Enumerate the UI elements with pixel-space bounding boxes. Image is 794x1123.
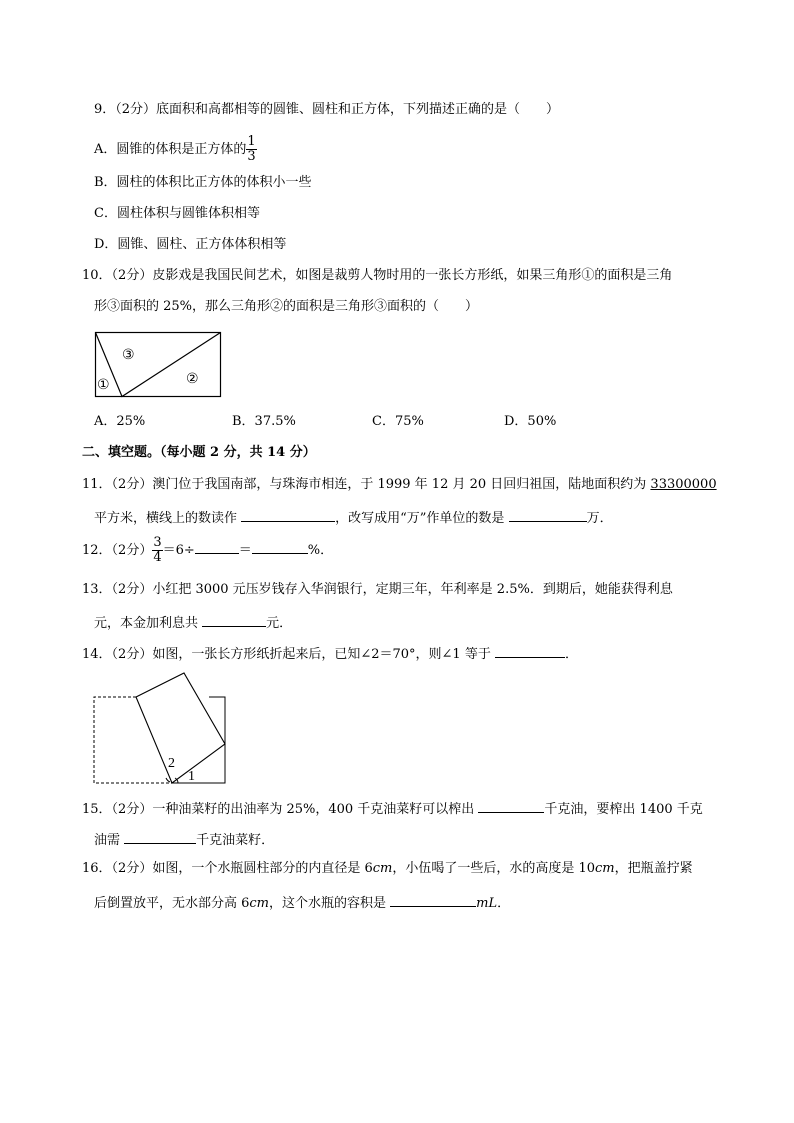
q12-text-mid: ＝6÷	[162, 543, 195, 558]
q11-answer-blank-1[interactable]	[241, 507, 335, 522]
q16-text-d: 后倒置放平，无水部分高 6	[94, 896, 250, 911]
q10-option-d: D．50%	[504, 414, 557, 429]
q14-angle-2-label: 2	[168, 756, 175, 771]
q10-option-b: B．37.5%	[232, 414, 296, 429]
q16-text-b: ，小伍喝了一些后，水的高度是 10	[392, 861, 596, 876]
q13-text-b: 元．	[266, 616, 293, 631]
q12-answer-blank-2[interactable]	[252, 539, 308, 554]
q11-underlined-number: 33300000	[650, 477, 717, 492]
q13-answer-blank[interactable]	[202, 612, 266, 627]
q10-option-a: A．25%	[94, 414, 146, 429]
q9-stem: 9．（2分）底面积和高都相等的圆锥、圆柱和正方体，下列描述正确的是（ ）	[94, 102, 560, 117]
q10-rectangle-figure	[94, 331, 224, 399]
q15-answer-blank-1[interactable]	[478, 798, 544, 813]
q11-text-a: 平方米，横线上的数读作	[94, 511, 242, 526]
q9-option-d: D．圆锥、圆柱、正方体体积相等	[94, 237, 287, 252]
q13-text-a: 元，本金加利息共	[94, 616, 203, 631]
q15-text-b: 千克油，要榨出 1400 千克	[544, 802, 703, 817]
q16-text-e: ，这个水瓶的容积是	[269, 896, 391, 911]
q14-angle-1-label: 1	[188, 769, 195, 784]
q16-unit-cm: cm	[249, 896, 270, 911]
q10-options	[94, 413, 556, 431]
q14-folded-paper-figure	[92, 670, 232, 786]
q10-option-c: C．75%	[372, 414, 424, 429]
q12-text-end: %．	[307, 543, 334, 558]
q9-option-a	[94, 135, 257, 165]
q11-text-b: ，改写成用“万”作单位的数是	[335, 511, 509, 526]
q11-line2	[94, 507, 613, 528]
q15-text-a: 15．（2分）一种油菜籽的出油率为 25%，400 千克油菜籽可以榨出	[82, 802, 479, 817]
q12-fraction	[152, 536, 162, 565]
q14-text-end: ．	[564, 647, 578, 662]
q16-text-a: 16．（2分）如图，一个水瓶圆柱部分的内直径是 6	[82, 861, 373, 876]
fraction-denominator: 4	[153, 550, 162, 565]
q15-line2	[94, 829, 274, 850]
q16-line1	[82, 860, 693, 878]
q14-line	[82, 643, 578, 664]
q11-answer-blank-2[interactable]	[509, 507, 587, 522]
q12-equals: ＝	[238, 543, 252, 558]
q12-line	[82, 536, 333, 566]
q14-answer-blank[interactable]	[495, 643, 565, 658]
q9-option-a-text: A．圆锥的体积是正方体的	[94, 142, 247, 157]
q10-label-triangle-3: ③	[122, 347, 135, 363]
q16-answer-blank[interactable]	[390, 892, 476, 907]
q10-line1: 10．（2分）皮影戏是我国民间艺术，如图是裁剪人物时用的一张长方形纸，如果三角形①的面积是三角	[82, 268, 673, 283]
q12-prefix: 12．（2分）	[82, 543, 153, 558]
q12-answer-blank-1[interactable]	[195, 539, 239, 554]
q15-line1	[82, 798, 703, 819]
q11-line1	[82, 476, 717, 494]
q16-unit-ml: mL	[476, 896, 498, 911]
q16-unit-cm: cm	[595, 861, 615, 876]
q16-unit-cm: cm	[372, 861, 393, 876]
q9-option-c: C．圆柱体积与圆锥体积相等	[94, 206, 260, 221]
q14-text: 14．（2分）如图，一张长方形纸折起来后，已知∠2＝70°，则∠1 等于	[82, 647, 495, 662]
q11-text: 11．（2分）澳门位于我国南部，与珠海市相连，于 1999 年 12 月 20 日回归祖国，陆地面积约为	[82, 477, 651, 492]
q16-text-f: ．	[497, 896, 511, 911]
q9-option-b: B．圆柱的体积比正方体的体积小一些	[94, 175, 312, 190]
q10-label-triangle-2: ②	[186, 371, 199, 387]
q13-line1: 13．（2分）小红把 3000 元压岁钱存入华润银行，定期三年，年利率是 2.5%．到期后，她能获得利息	[82, 582, 673, 597]
q10-line2: 形③面积的 25%，那么三角形②的面积是三角形③面积的（ ）	[94, 299, 479, 314]
q16-text-c: ，把瓶盖拧紧	[614, 861, 693, 876]
section-heading: 二、填空题。（每小题 2 分，共 14 分）	[82, 445, 316, 460]
q10-label-triangle-1: ①	[97, 377, 110, 393]
q16-line2	[94, 892, 510, 913]
fraction-numerator: 3	[153, 535, 162, 550]
q15-answer-blank-2[interactable]	[124, 829, 196, 844]
q11-text-c: 万．	[586, 511, 613, 526]
q15-text-c: 油需	[94, 833, 125, 848]
q9-option-a-fraction	[246, 135, 256, 164]
q13-line2	[94, 612, 292, 633]
fraction-denominator: 3	[247, 149, 256, 164]
fraction-numerator: 1	[247, 134, 256, 149]
q15-text-d: 千克油菜籽．	[196, 833, 275, 848]
